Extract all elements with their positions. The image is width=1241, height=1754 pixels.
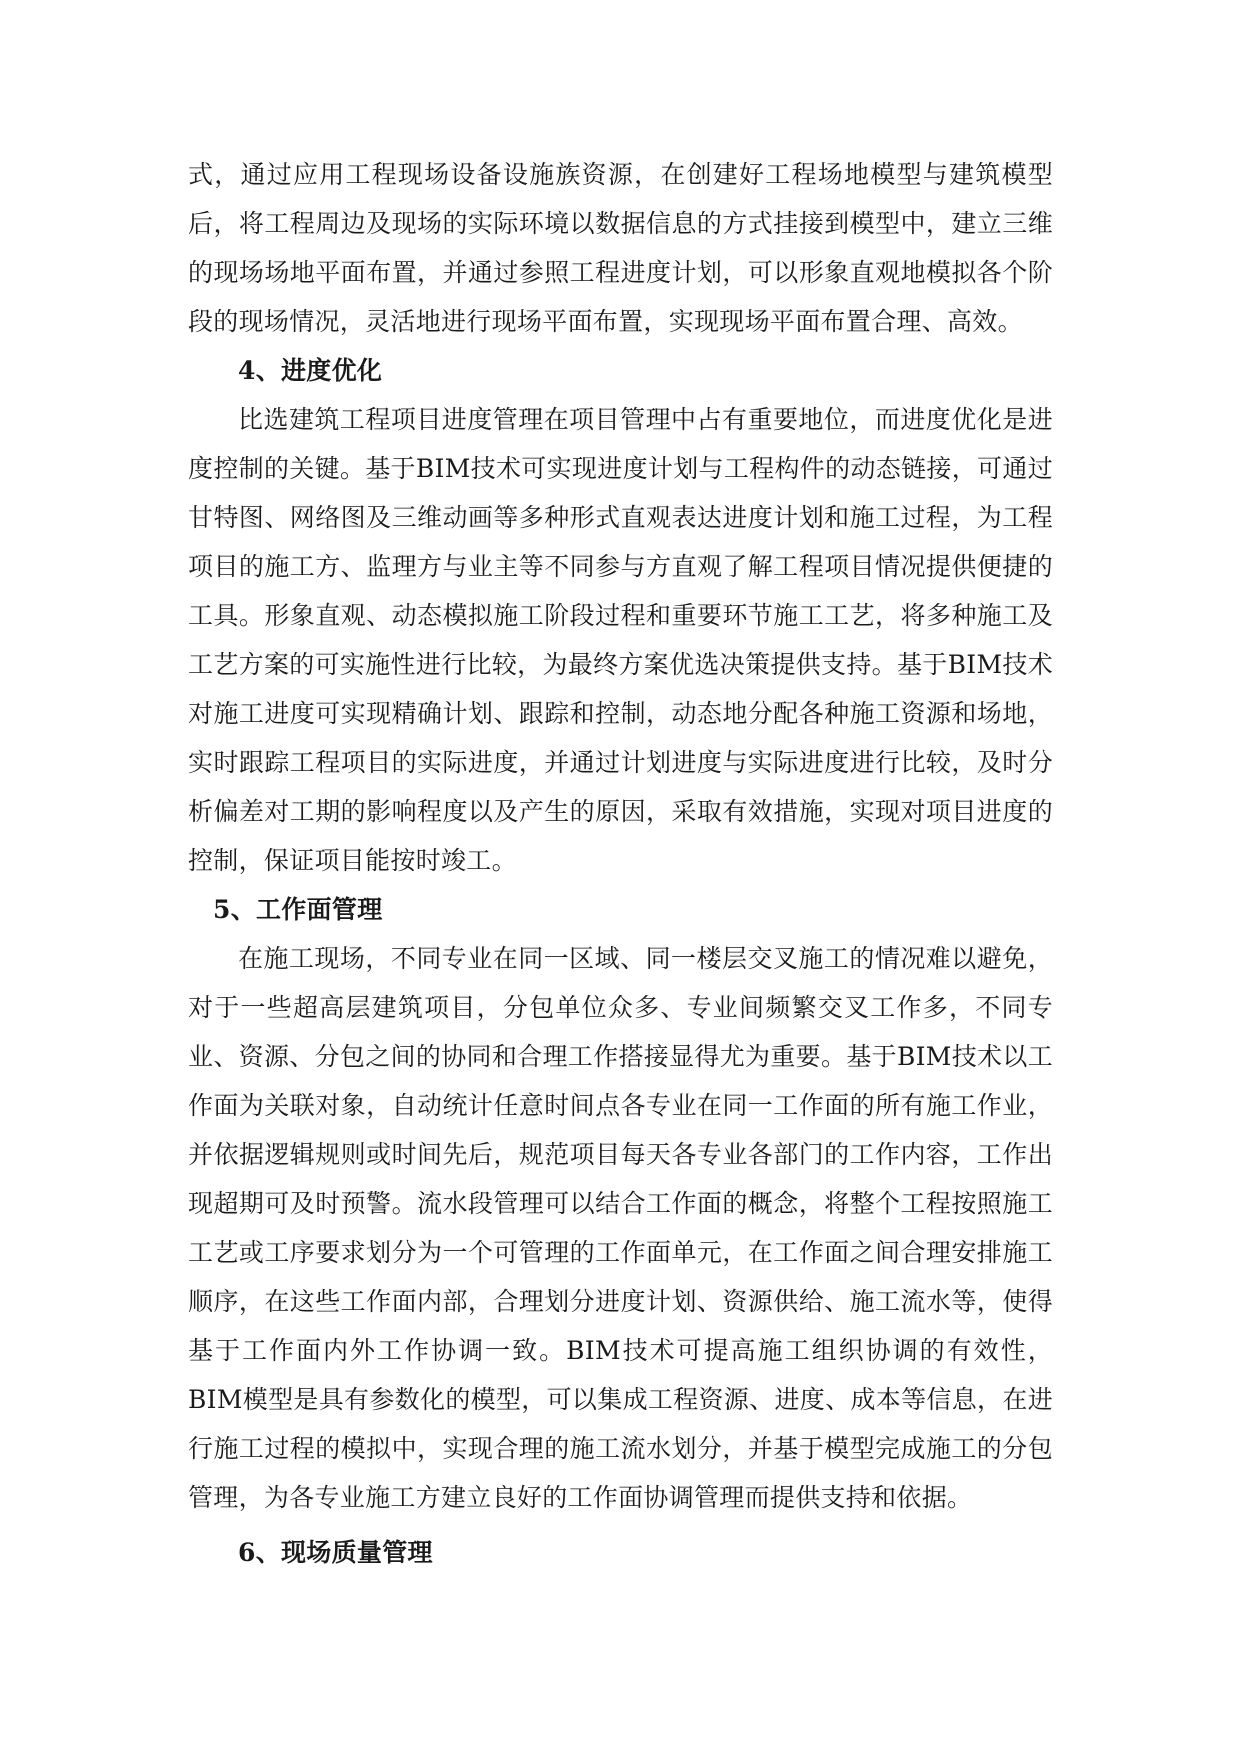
heading-schedule-optimization: 4、进度优化 — [238, 356, 383, 385]
heading-site-quality-management: 6、现场质量管理 — [238, 1538, 433, 1567]
document-body — [188, 150, 1053, 1577]
paragraph-workface-management: 在施工现场，不同专业在同一区域、同一楼层交叉施工的情况难以避免，对于一些超高层建筑项目，分包单位众多、专业间频繁交叉工作多，不同专业、资源、分包之间的协同和合理工作搭接显得尤为重要。基于BIM技术以工作面为关联对象，自动统计任意时间点各专业在同一工作面的所有施工作业，并依据逻辑规则或时间先后，规范项目每天各专业各部门的工作内容，工作出现超期可及时预警。流水段管理可以结合工作面的概念，将整个工程按照施工工艺或工序要求划分为一个可管理的工作面单元，在工作面之间合理安排施工顺序，在这些工作面内部，合理划分进度计划、资源供给、施工流水等，使得基于工作面内外工作协调一致。BIM技术可提高施工组织协调的有效性，BIM模型是具有参数化的模型，可以集成工程资源、进度、成本等信息，在进行施工过程的模拟中，实现合理的施工流水划分，并基于模型完成施工的分包管理，为各专业施工方建立良好的工作面协调管理而提供支持和依据。 — [188, 944, 1053, 1512]
paragraph-site-layout: 式，通过应用工程现场设备设施族资源，在创建好工程场地模型与建筑模型后，将工程周边及现场的实际环境以数据信息的方式挂接到模型中，建立三维的现场场地平面布置，并通过参照工程进度计划，可以形象直观地模拟各个阶段的现场情况，灵活地进行现场平面布置，实现现场平面布置合理、高效。 — [188, 160, 1053, 336]
heading-workface-management: 5、工作面管理 — [213, 895, 383, 924]
paragraph-schedule-optimization: 比选建筑工程项目进度管理在项目管理中占有重要地位，而进度优化是进度控制的关键。基于BIM技术可实现进度计划与工程构件的动态链接，可通过甘特图、网络图及三维动画等多种形式直观表达进度计划和施工过程，为工程项目的施工方、监理方与业主等不同参与方直观了解工程项目情况提供便捷的工具。形象直观、动态模拟施工阶段过程和重要环节施工工艺，将多种施工及工艺方案的可实施性进行比较，为最终方案优选决策提供支持。基于BIM技术对施工进度可实现精确计划、跟踪和控制，动态地分配各种施工资源和场地，实时跟踪工程项目的实际进度，并通过计划进度与实际进度进行比较，及时分析偏差对工期的影响程度以及产生的原因，采取有效措施，实现对项目进度的控制，保证项目能按时竣工。 — [188, 405, 1053, 875]
